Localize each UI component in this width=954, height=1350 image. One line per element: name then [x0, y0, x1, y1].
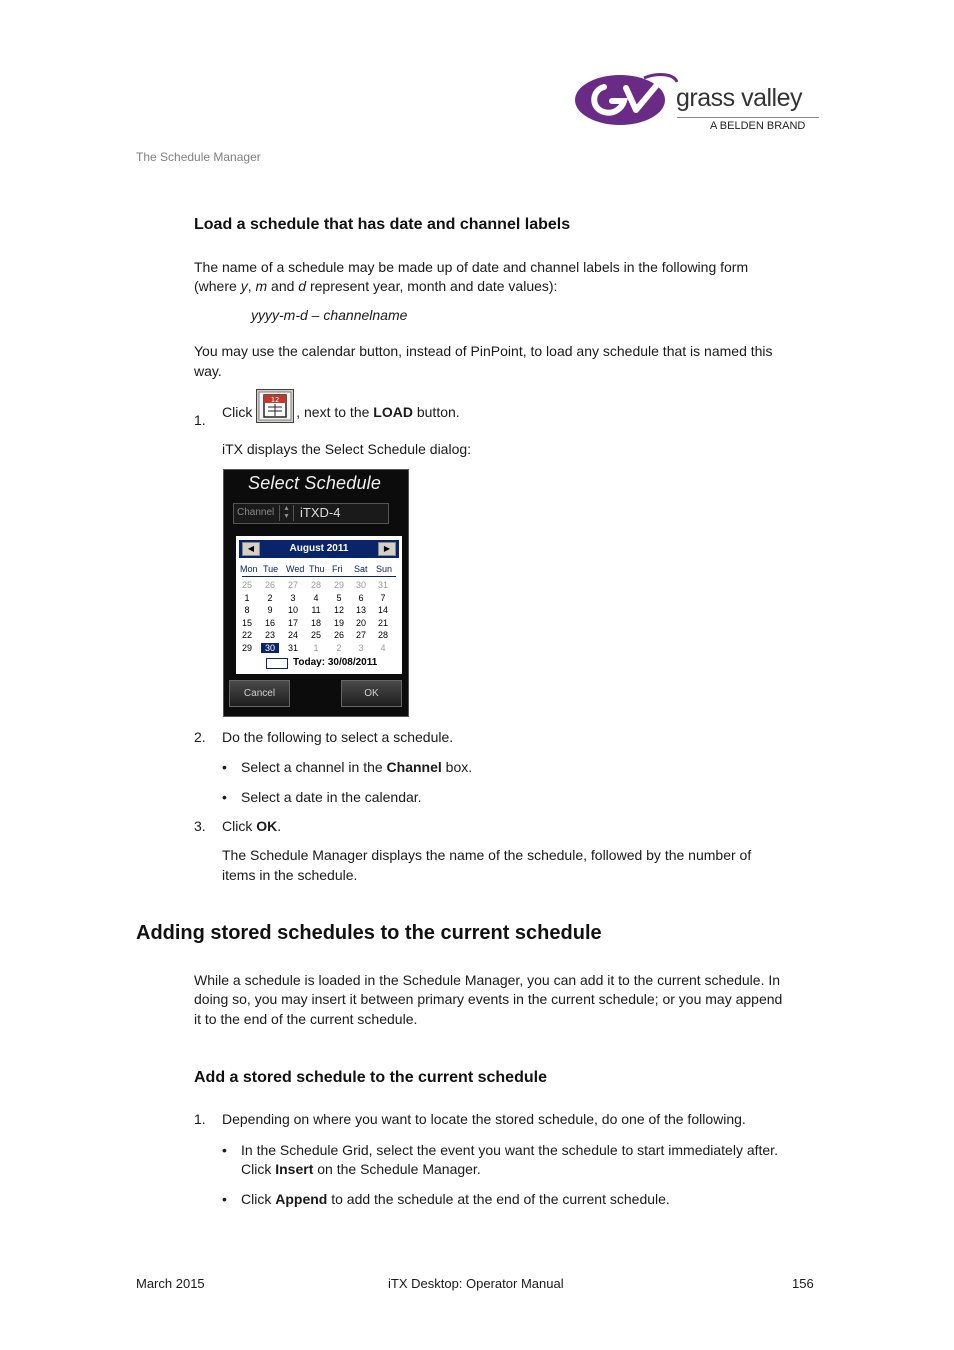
calendar-day[interactable]: 27 — [355, 630, 366, 641]
step-number: 1. — [194, 412, 206, 428]
calendar-day[interactable]: 20 — [355, 617, 366, 628]
calendar-day[interactable]: 25 — [241, 580, 252, 590]
heading-load-schedule: Load a schedule that has date and channel labels — [194, 216, 571, 233]
step-1-text: Click 12 , next to the LOAD button. — [222, 389, 460, 432]
calendar-day[interactable]: 5 — [336, 592, 342, 603]
footer-title: iTX Desktop: Operator Manual — [388, 1276, 564, 1291]
channel-value: iTXD-4 — [300, 505, 341, 520]
calendar-day[interactable]: 14 — [377, 605, 388, 616]
step-number: 2. — [194, 729, 206, 745]
calendar-weekday: Sun — [376, 564, 393, 574]
grass-valley-logo — [574, 70, 824, 136]
logo-brand: A BELDEN BRAND — [710, 120, 806, 132]
paragraph-schedule-name-a: The name of a schedule may be made up of date and channel labels in the following form — [194, 259, 749, 275]
paragraph-schedule-name-b: (where y, m and d represent year, month and date values): — [194, 278, 558, 294]
bullet-icon: • — [222, 1191, 227, 1207]
name-format: yyyy-m-d – channelname — [251, 307, 408, 323]
svg-text:12: 12 — [271, 396, 280, 404]
calendar-day[interactable]: 4 — [380, 643, 386, 653]
bullet-select-date: Select a date in the calendar. — [241, 789, 422, 805]
calendar-header — [239, 540, 399, 558]
bullet-insert-a: In the Schedule Grid, select the event you want the schedule to start immediately after. — [241, 1142, 778, 1158]
step-3-note-a: The Schedule Manager displays the name of the schedule, followed by the number of — [222, 847, 752, 863]
calendar-day[interactable]: 16 — [264, 617, 275, 628]
calendar-day[interactable]: 26 — [264, 580, 275, 590]
calendar-day[interactable]: 6 — [358, 592, 364, 603]
step-number: 3. — [194, 818, 206, 834]
calendar-day[interactable]: 30 — [355, 580, 366, 590]
ok-button[interactable]: OK — [341, 680, 402, 707]
bullet-insert-b: Click Insert on the Schedule Manager. — [241, 1161, 481, 1177]
calendar-day[interactable]: 3 — [358, 643, 364, 653]
calendar-day[interactable]: 29 — [333, 580, 344, 590]
calendar-day[interactable]: 19 — [333, 617, 344, 628]
heading-adding-stored-schedules: Adding stored schedules to the current schedule — [136, 922, 602, 944]
step-number: 1. — [194, 1111, 206, 1127]
calendar-day[interactable]: 15 — [241, 617, 252, 628]
running-head: The Schedule Manager — [136, 150, 261, 164]
prev-month-arrow-icon[interactable]: ◀ — [242, 542, 260, 556]
calendar-day[interactable]: 8 — [244, 605, 250, 616]
calendar-day[interactable]: 1 — [313, 643, 319, 653]
step-1-depending: Depending on where you want to locate the stored schedule, do one of the following. — [222, 1111, 746, 1127]
calendar-day[interactable]: 25 — [310, 630, 321, 641]
step-2-text: Do the following to select a schedule. — [222, 729, 454, 745]
step-3-text: Click OK. — [222, 818, 282, 834]
paragraph-adding-c: it to the end of the current schedule. — [194, 1011, 418, 1027]
calendar-weekday: Sat — [354, 564, 368, 574]
footer-date: March 2015 — [136, 1276, 205, 1291]
paragraph-calendar-a: You may use the calendar button, instead of PinPoint, to load any schedule that is named this — [194, 343, 773, 359]
bullet-icon: • — [222, 1142, 227, 1158]
calendar-button[interactable] — [256, 389, 294, 423]
dialog-title: Select Schedule — [248, 473, 382, 493]
spinner-arrows-icon[interactable]: ▲ ▼ — [279, 505, 294, 521]
calendar-weekday: Fri — [332, 564, 343, 574]
heading-add-stored-schedule: Add a stored schedule to the current schedule — [194, 1069, 547, 1086]
today-label[interactable]: Today: 30/08/2011 — [293, 657, 378, 668]
calendar-day[interactable]: 2 — [267, 592, 273, 603]
bullet-icon: • — [222, 759, 227, 775]
calendar-day[interactable]: 11 — [311, 605, 321, 616]
calendar-weekday: Mon — [240, 564, 258, 574]
calendar-day[interactable]: 24 — [287, 630, 298, 641]
bullet-icon: • — [222, 789, 227, 805]
logo-wordmark: grass valley — [676, 84, 802, 112]
calendar-day[interactable]: 18 — [310, 617, 321, 628]
calendar-month: August 2011 — [289, 543, 349, 554]
calendar-day[interactable]: 13 — [355, 605, 366, 616]
calendar-day[interactable]: 31 — [287, 643, 298, 653]
calendar-weekday: Tue — [263, 564, 279, 574]
footer-page-number: 156 — [792, 1276, 814, 1291]
calendar — [236, 536, 402, 674]
calendar-day[interactable]: 28 — [377, 630, 388, 641]
select-schedule-dialog — [223, 469, 409, 717]
calendar-day[interactable]: 10 — [287, 605, 298, 616]
paragraph-adding-a: While a schedule is loaded in the Schedule Manager, you can add it to the current schedule. In — [194, 972, 781, 988]
calendar-day[interactable]: 26 — [333, 630, 344, 641]
calendar-icon — [256, 389, 294, 423]
calendar-day[interactable]: 17 — [287, 617, 298, 628]
bullet-select-channel: Select a channel in the Channel box. — [241, 759, 473, 775]
calendar-day[interactable]: 30 — [261, 643, 279, 653]
calendar-day[interactable]: 31 — [377, 580, 388, 590]
channel-box[interactable] — [233, 503, 389, 524]
gv-swoosh-icon — [574, 70, 678, 130]
step-3-note-b: items in the schedule. — [222, 867, 358, 883]
calendar-day[interactable]: 23 — [264, 630, 275, 641]
calendar-divider — [242, 576, 396, 577]
calendar-day[interactable]: 3 — [290, 592, 296, 603]
step-1-note: iTX displays the Select Schedule dialog: — [222, 441, 472, 457]
channel-label: Channel — [237, 507, 275, 518]
calendar-day[interactable]: 27 — [287, 580, 298, 590]
next-month-arrow-icon[interactable]: ▶ — [378, 542, 396, 556]
calendar-weekday: Wed — [286, 564, 305, 574]
calendar-day[interactable]: 7 — [380, 592, 386, 603]
paragraph-calendar-b: way. — [194, 363, 222, 379]
paragraph-adding-b: doing so, you may insert it between primary events in the current schedule; or you may append — [194, 991, 783, 1007]
today-marker — [266, 658, 288, 669]
bullet-append: Click Append to add the schedule at the end of the current schedule. — [241, 1191, 670, 1207]
calendar-day[interactable]: 1 — [244, 592, 250, 603]
calendar-day[interactable]: 29 — [241, 643, 252, 653]
logo-rule — [677, 117, 819, 118]
calendar-day[interactable]: 21 — [377, 617, 388, 628]
calendar-day[interactable]: 28 — [310, 580, 321, 590]
calendar-day[interactable]: 4 — [313, 592, 319, 603]
calendar-day[interactable]: 9 — [267, 605, 273, 616]
calendar-day[interactable]: 2 — [336, 643, 342, 653]
cancel-button[interactable]: Cancel — [229, 680, 290, 707]
calendar-day[interactable]: 12 — [333, 605, 344, 616]
calendar-day[interactable]: 22 — [241, 630, 252, 641]
calendar-weekday: Thu — [309, 564, 325, 574]
